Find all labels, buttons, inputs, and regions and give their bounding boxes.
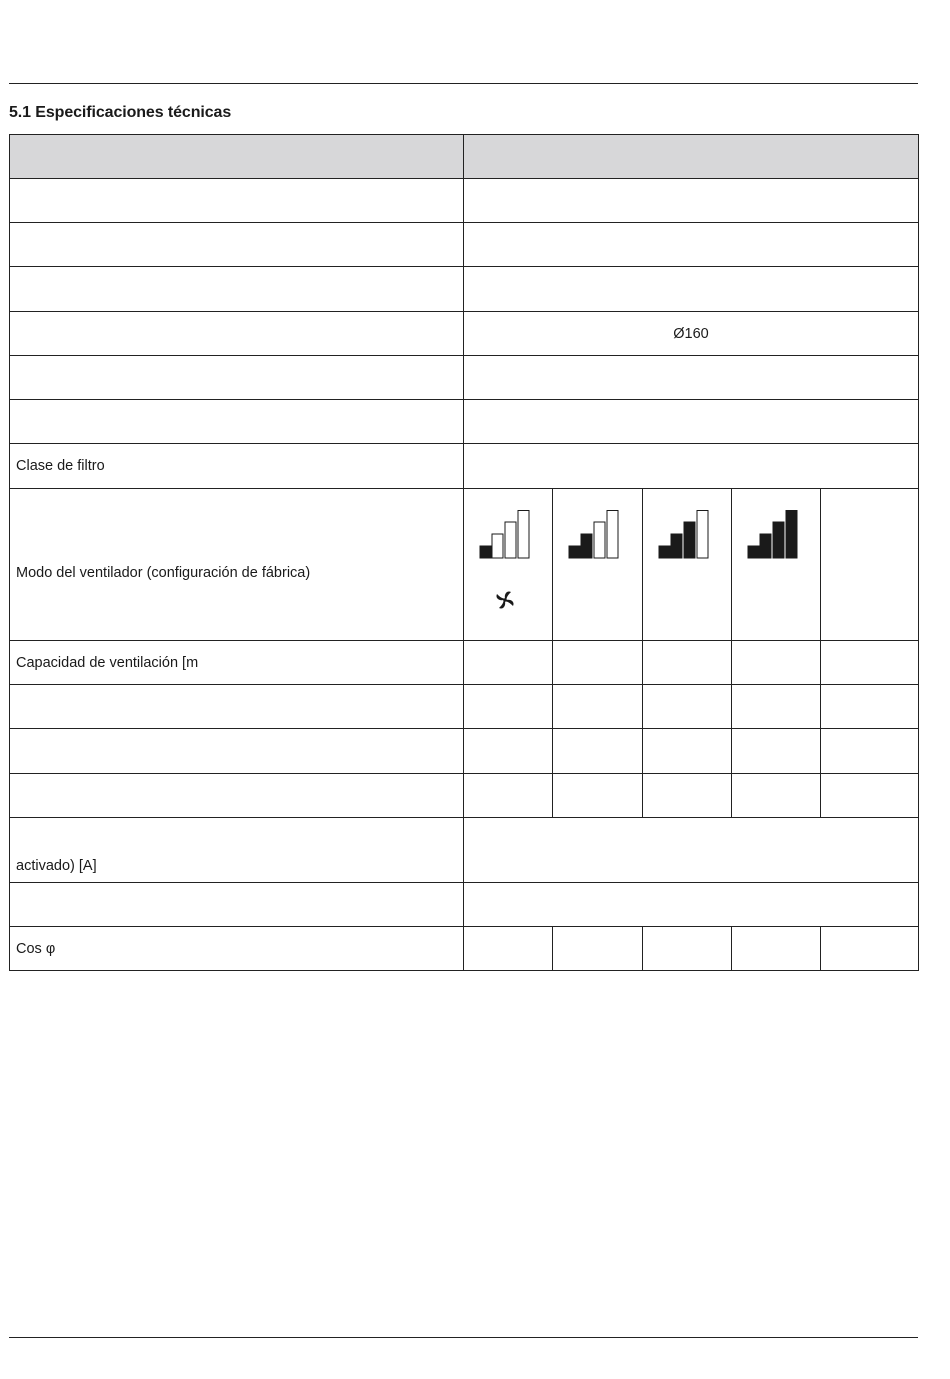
cos-phi-value-3: [643, 927, 732, 971]
table-row: [10, 685, 919, 729]
capacity-value-4: [732, 641, 821, 685]
fan-level-4-icon: [747, 510, 801, 560]
row-value: [732, 774, 821, 818]
fan-mode-cell-2: [553, 489, 643, 641]
fan-mode-cell-5: [821, 489, 919, 641]
table-row: [10, 223, 919, 267]
fan-mode-cell-4: [732, 489, 821, 641]
row-value: [464, 179, 919, 223]
row-value: [732, 685, 821, 729]
row-value: [643, 774, 732, 818]
filter-class-label: Clase de filtro: [10, 444, 464, 489]
duct-diameter-value: Ø160: [464, 312, 919, 356]
header-cell-parameter: [10, 135, 464, 179]
fan-level-1-icon: [479, 510, 533, 560]
filter-class-value: [464, 444, 919, 489]
cos-phi-value-2: [553, 927, 643, 971]
row-value: [821, 685, 919, 729]
current-label: activado) [A]: [10, 818, 464, 883]
fan-level-3-icon: [658, 510, 712, 560]
table-header-row: [10, 135, 919, 179]
row-label: [10, 729, 464, 774]
capacity-value-2: [553, 641, 643, 685]
header-rule: [9, 83, 918, 84]
table-row-cos-phi: [10, 927, 919, 971]
row-value: [464, 729, 553, 774]
row-value: [464, 883, 919, 927]
row-label: [10, 774, 464, 818]
row-value: [643, 729, 732, 774]
row-value: [464, 400, 919, 444]
capacity-value-3: [643, 641, 732, 685]
table-row-filter: [10, 444, 919, 489]
fan-mode-cell-1: [464, 489, 553, 641]
table-row-duct: [10, 312, 919, 356]
fan-mode-cell-3: [643, 489, 732, 641]
table-row: [10, 179, 919, 223]
row-label: [10, 179, 464, 223]
table-row: [10, 729, 919, 774]
row-value: [464, 267, 919, 312]
header-cell-value: [464, 135, 919, 179]
fan-mode-label: Modo del ventilador (configuración de fábrica): [10, 489, 464, 641]
table-row: [10, 356, 919, 400]
row-value: [821, 729, 919, 774]
row-value: [821, 774, 919, 818]
table-row-capacity: [10, 641, 919, 685]
row-value: [553, 774, 643, 818]
current-value: [464, 818, 919, 883]
row-value: [464, 356, 919, 400]
section-title: 5.1 Especificaciones técnicas: [9, 104, 232, 121]
specs-table: [9, 134, 919, 971]
row-value: [643, 685, 732, 729]
capacity-label: Capacidad de ventilación [m: [10, 641, 464, 685]
row-label: [10, 400, 464, 444]
footer-rule: [9, 1337, 918, 1338]
capacity-value-1: [464, 641, 553, 685]
row-label: [10, 312, 464, 356]
cos-phi-value-4: [732, 927, 821, 971]
cos-phi-label: Cos φ: [10, 927, 464, 971]
row-label: [10, 685, 464, 729]
row-value: [464, 223, 919, 267]
table-row: [10, 400, 919, 444]
cos-phi-value-5: [821, 927, 919, 971]
row-value: [732, 729, 821, 774]
table-row: [10, 774, 919, 818]
table-row-fan-mode: [10, 489, 919, 641]
cos-phi-value-1: [464, 927, 553, 971]
fan-icon: [494, 589, 516, 611]
capacity-value-5: [821, 641, 919, 685]
row-label: [10, 267, 464, 312]
row-label: [10, 356, 464, 400]
row-value: [553, 685, 643, 729]
row-value: [553, 729, 643, 774]
row-value: [464, 774, 553, 818]
table-row-current: [10, 818, 919, 883]
fan-level-2-icon: [568, 510, 622, 560]
row-value: [464, 685, 553, 729]
table-row: [10, 267, 919, 312]
table-row: [10, 883, 919, 927]
row-label: [10, 883, 464, 927]
row-label: [10, 223, 464, 267]
